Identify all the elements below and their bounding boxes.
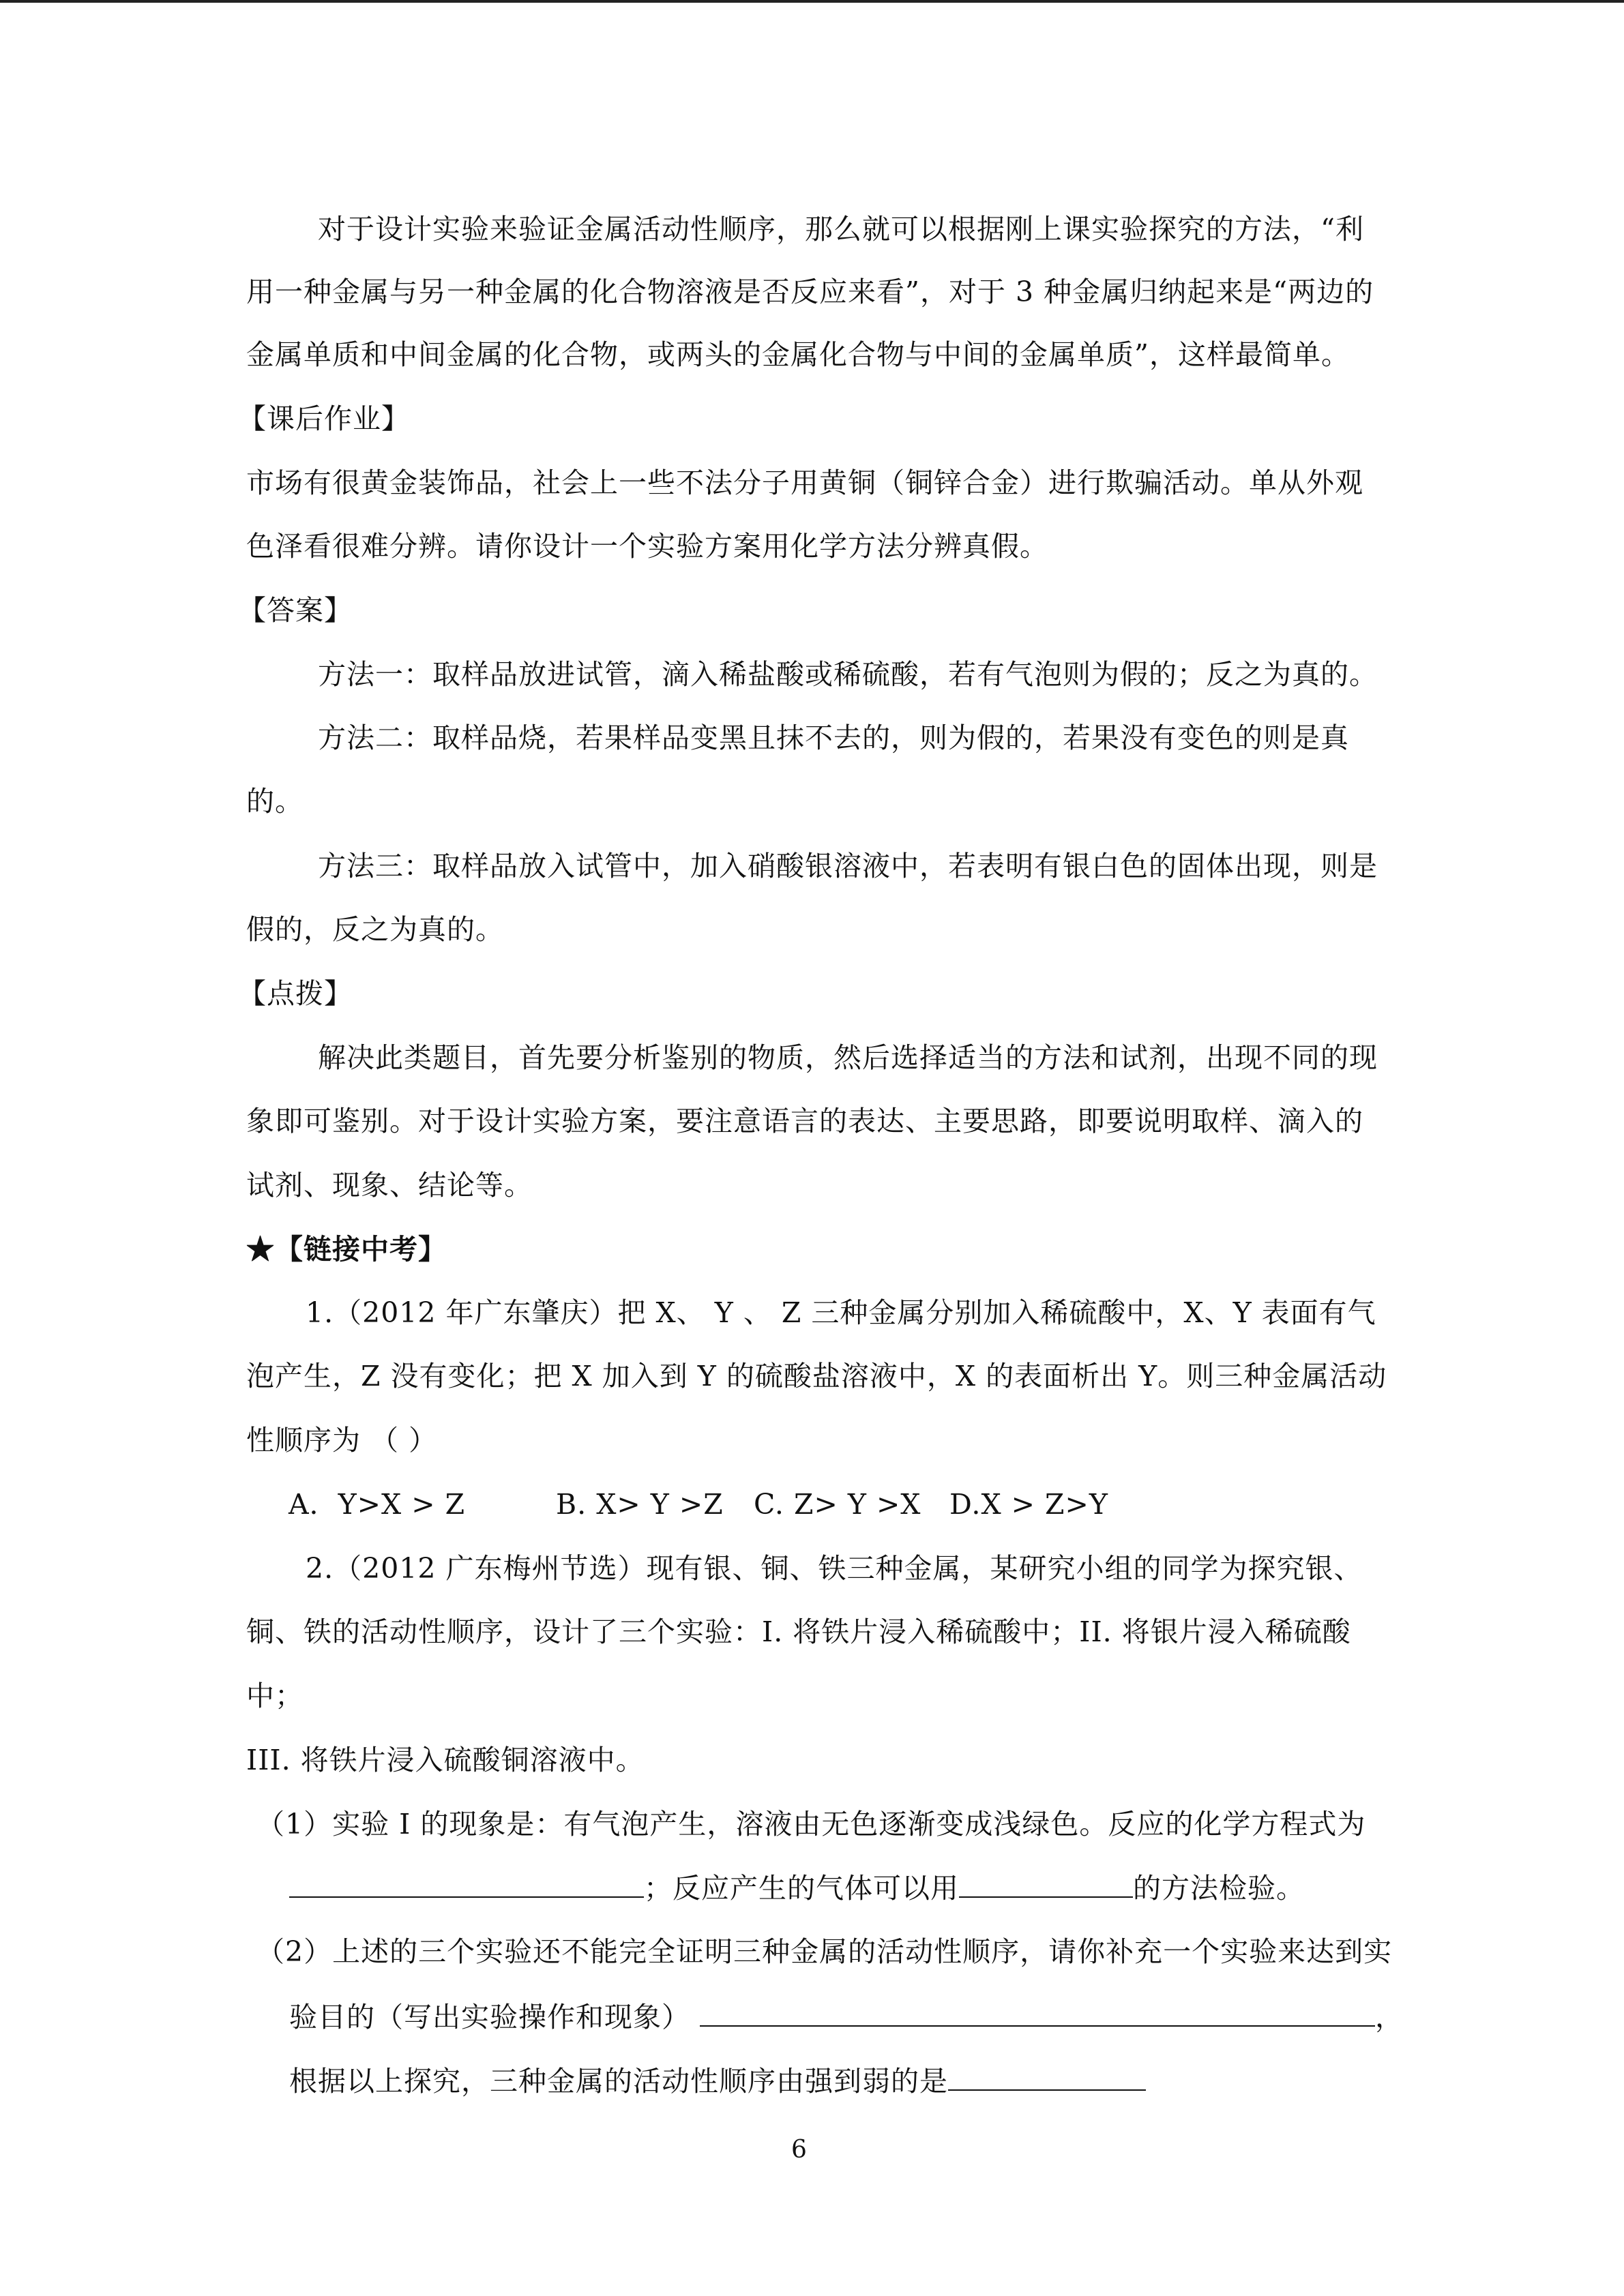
q2-part2-comma: ， xyxy=(1375,2001,1404,2033)
intro-line-1: 对于设计实验来验证金属活动性顺序，那么就可以根据刚上课实验探究的方法，“利 xyxy=(318,213,1364,245)
homework-line-1: 市场有很黄金装饰品，社会上一些不法分子用黄铜（铜锌合金）进行欺骗活动。单从外观 xyxy=(246,466,1363,499)
q1-line-3: 性顺序为 （ ） xyxy=(246,1424,438,1457)
q1-option-c: C. Z> Y >X xyxy=(754,1488,921,1521)
q1-option-a: A．Y>X > Z xyxy=(289,1488,466,1521)
answer-heading: 【答案】 xyxy=(238,594,353,627)
tip-heading: 【点拨】 xyxy=(238,977,353,1010)
tip-line-1: 解决此类题目，首先要分析鉴别的物质，然后选择适当的方法和试剂，出现不同的现 xyxy=(318,1041,1378,1074)
q2-part2-line-2 xyxy=(289,1999,1404,2034)
q2-part1-end: 的方法检验。 xyxy=(1133,1872,1305,1905)
page-number: 6 xyxy=(791,2136,807,2164)
q2-part1-line-2 xyxy=(289,1870,1305,1905)
q2-part2-line-1: （2）上述的三个实验还不能完全证明三种金属的活动性顺序，请你补充一个实验来达到实 xyxy=(256,1935,1393,1968)
q2-line-1: 2.（2012 广东梅州节选）现有银、铜、铁三种金属，某研究小组的同学为探究银、 xyxy=(306,1552,1363,1585)
q1-option-b: B. X> Y >Z xyxy=(556,1488,724,1521)
experiment-blank[interactable] xyxy=(700,1999,1375,2027)
q1-option-d: D.X > Z>Y xyxy=(949,1488,1108,1521)
q2-part2-prompt: 验目的（写出实验操作和现象） xyxy=(289,2001,690,2033)
intro-line-3: 金属单质和中间金属的化合物，或两头的金属化合物与中间的金属单质”，这样最简单。 xyxy=(246,338,1350,371)
homework-heading: 【课后作业】 xyxy=(238,402,410,435)
method-3-line-1: 方法三：取样品放入试管中，加入硝酸银溶液中，若表明有银白色的固体出现，则是 xyxy=(318,850,1378,882)
q2-line-2: 铜、铁的活动性顺序，设计了三个实验：I. 将铁片浸入稀硫酸中；II. 将银片浸入稀硫酸 xyxy=(246,1615,1351,1648)
q2-part1-mid: ；反应产生的气体可以用 xyxy=(644,1872,959,1905)
q1-line-1: 1.（2012 年广东肇庆）把 X、 Y 、 Z 三种金属分别加入稀硫酸中，X、Y 表面有气 xyxy=(306,1296,1376,1329)
tip-line-2: 象即可鉴别。对于设计实验方案，要注意语言的表达、主要思路，即要说明取样、滴入的 xyxy=(246,1105,1363,1137)
method-2-line-1: 方法二：取样品烧，若果样品变黑且抹不去的，则为假的，若果没有变色的则是真 xyxy=(318,721,1349,754)
method-1: 方法一：取样品放进试管，滴入稀盐酸或稀硫酸，若有气泡则为假的；反之为真的。 xyxy=(318,658,1378,691)
tip-line-3: 试剂、现象、结论等。 xyxy=(246,1169,533,1202)
q2-line-3: 中； xyxy=(246,1680,304,1712)
q2-line-4: III. 将铁片浸入硫酸铜溶液中。 xyxy=(246,1744,645,1776)
intro-line-2: 用一种金属与另一种金属的化合物溶液是否反应来看”，对于 3 种金属归纳起来是“两边的 xyxy=(246,275,1374,308)
order-blank[interactable] xyxy=(948,2063,1146,2091)
method-3-line-2: 假的，反之为真的。 xyxy=(246,913,504,946)
q1-line-2: 泡产生，Z 没有变化；把 X 加入到 Y 的硫酸盐溶液中，X 的表面析出 Y。则三种金属活动 xyxy=(246,1360,1387,1392)
method-2-line-2: 的。 xyxy=(246,785,304,818)
top-border-line xyxy=(0,0,1624,3)
homework-line-2: 色泽看很难分辨。请你设计一个实验方案用化学方法分辨真假。 xyxy=(246,530,1048,563)
q2-part2-order-prompt: 根据以上探究，三种金属的活动性顺序由强到弱的是 xyxy=(289,2065,948,2098)
q2-part2-line-3 xyxy=(289,2063,1146,2098)
gas-test-blank[interactable] xyxy=(959,1870,1133,1898)
link-heading: ★【链接中考】 xyxy=(246,1233,447,1266)
equation-blank[interactable] xyxy=(289,1870,644,1898)
q2-part1-line-1: （1）实验 I 的现象是：有气泡产生，溶液由无色逐渐变成浅绿色。反应的化学方程式为 xyxy=(256,1808,1366,1840)
